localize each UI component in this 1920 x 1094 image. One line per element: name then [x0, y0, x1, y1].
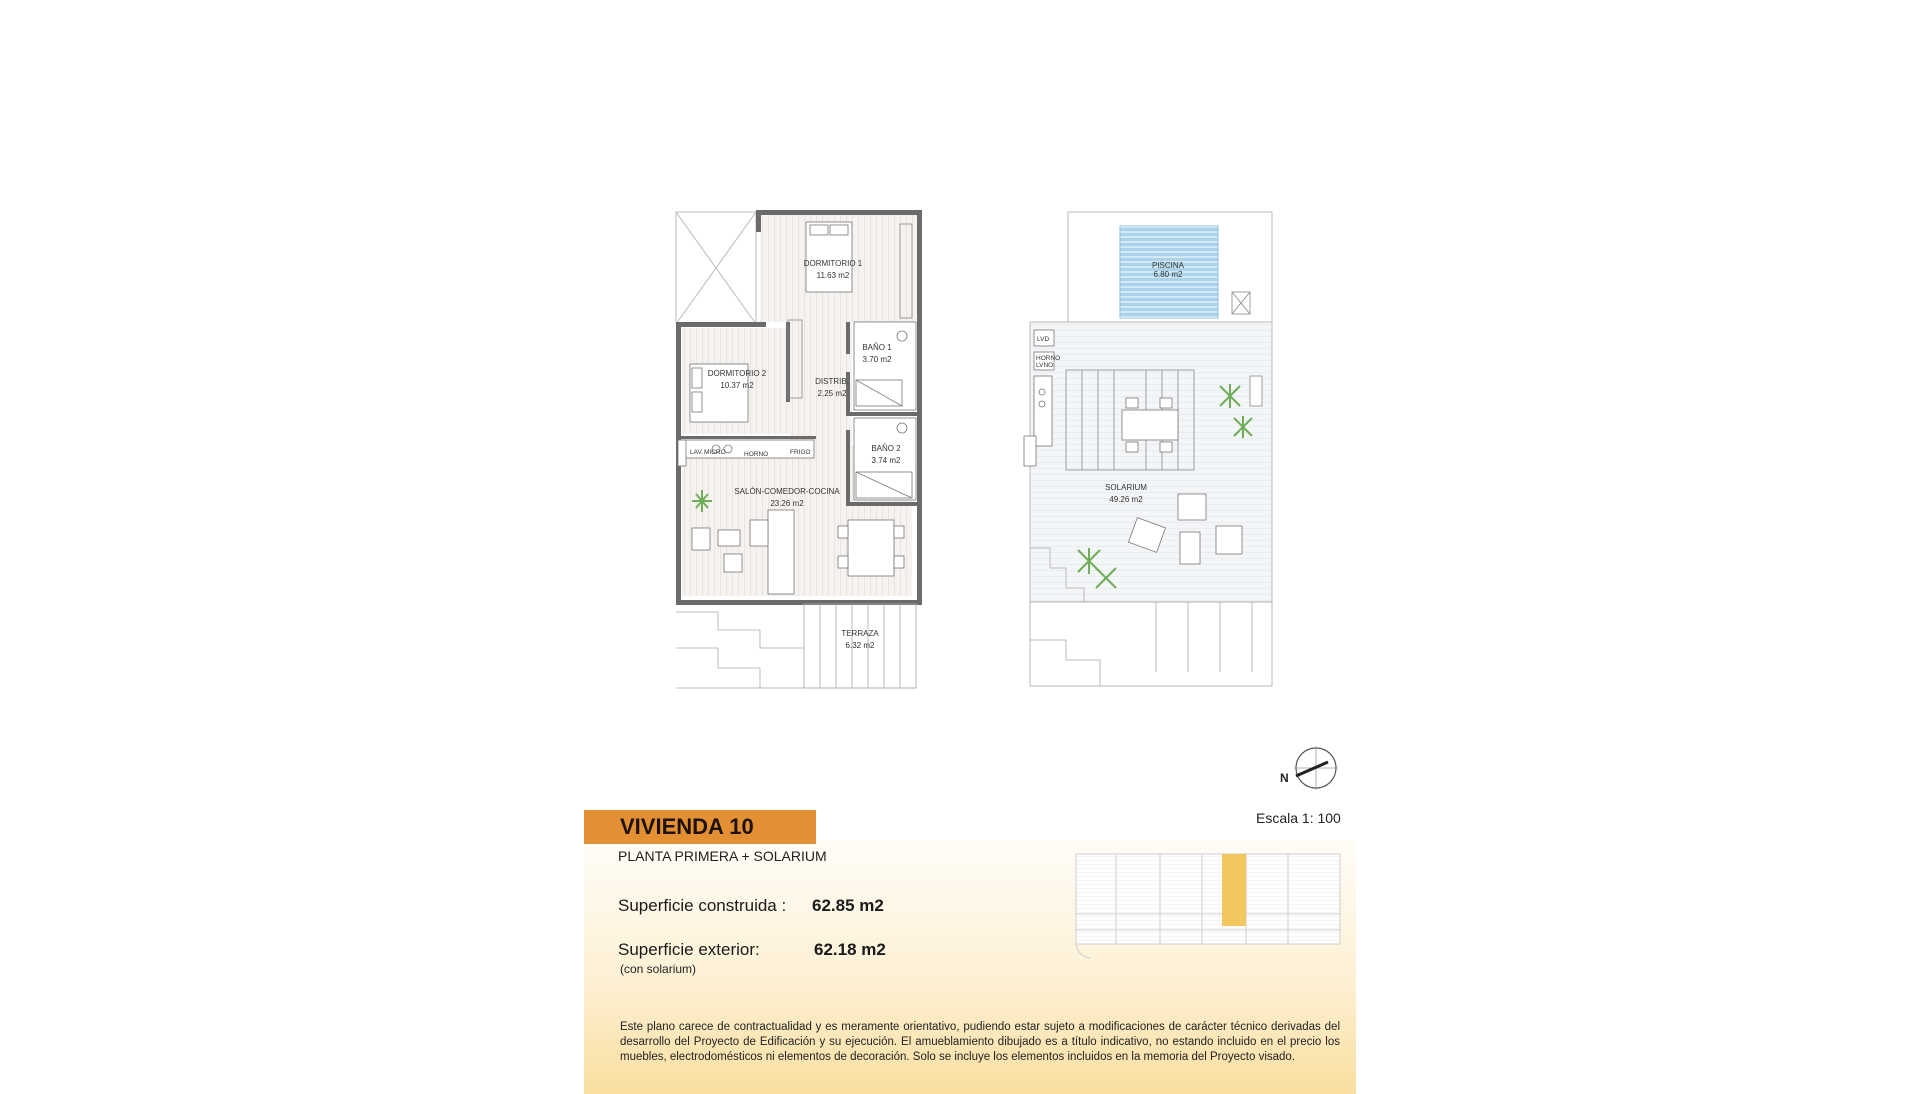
unit-subtitle: PLANTA PRIMERA + SOLARIUM — [618, 848, 827, 864]
patio-void — [676, 212, 756, 324]
room-name: DISTRIB. — [815, 377, 849, 386]
room-area: 6.32 m2 — [845, 641, 875, 650]
room-area: 3.74 m2 — [871, 456, 901, 465]
room-name: TERRAZA — [841, 629, 879, 638]
built-surface-value: 62.85 m2 — [812, 896, 884, 915]
key-plan — [1074, 852, 1344, 962]
appliance-micro: MICRO — [704, 449, 726, 456]
room-area: 10.37 m2 — [720, 381, 754, 390]
plan-solarium — [1024, 212, 1272, 686]
appliance-stack-2: LVNO — [1036, 362, 1054, 369]
room-name: SOLARIUM — [1105, 483, 1147, 492]
disclaimer-text: Este plano carece de contractualidad y es meramente orientativo, pudiendo estar sujeto a modificaciones de carácter técnico derivadas del desarrollo del Proyecto de Edificación y su ejecución. El amueblamiento dibujado es a título indicativo, no estando incluido en el precio los muebles, electrodomésticos ni elementos de decoración. Solo se incluye los elementos incluidos en la memoria del Proyecto visado. — [620, 1021, 1340, 1063]
appliance-stack-1: HORNO — [1036, 355, 1061, 362]
compass-north-label: N — [1280, 771, 1289, 785]
room-name: DORMITORIO 1 — [803, 259, 863, 268]
room-area: 3.70 m2 — [862, 355, 892, 364]
scale-label: Escala 1: 100 — [1256, 810, 1341, 826]
pool-lounger — [1232, 292, 1250, 314]
plan-first-floor — [676, 210, 922, 688]
exterior-surface-value: 62.18 m2 — [814, 940, 886, 959]
room-name: SALÓN-COMEDOR-COCINA — [734, 487, 840, 496]
built-surface-label: Superficie construida : — [618, 896, 787, 915]
compass-icon — [1272, 742, 1342, 798]
appliance-lav: LAV. — [690, 449, 704, 456]
appliance-horno: HORNO — [744, 451, 769, 458]
room-area: 49.26 m2 — [1109, 495, 1143, 504]
unit-title: VIVIENDA 10 — [584, 810, 816, 844]
room-area: 23.26 m2 — [770, 499, 804, 508]
room-name: PISCINA — [1151, 261, 1185, 270]
exterior-surface-label: Superficie exterior: — [618, 940, 760, 959]
exterior-surface-note: (con solarium) — [620, 962, 697, 976]
room-name: DORMITORIO 2 — [707, 369, 767, 378]
appliance-frigo: FRIGO — [790, 449, 811, 456]
bed-dorm1 — [806, 222, 852, 292]
terrace — [676, 604, 916, 688]
room-name: BAÑO 1 — [862, 343, 892, 352]
room-name: BAÑO 2 — [871, 444, 901, 453]
highlighted-unit — [1222, 854, 1246, 926]
room-area: 6.80 m2 — [1153, 270, 1183, 279]
room-area: 11.63 m2 — [816, 271, 850, 280]
appliance-lvd: LVD — [1037, 336, 1050, 343]
room-area: 2.25 m2 — [817, 389, 847, 398]
